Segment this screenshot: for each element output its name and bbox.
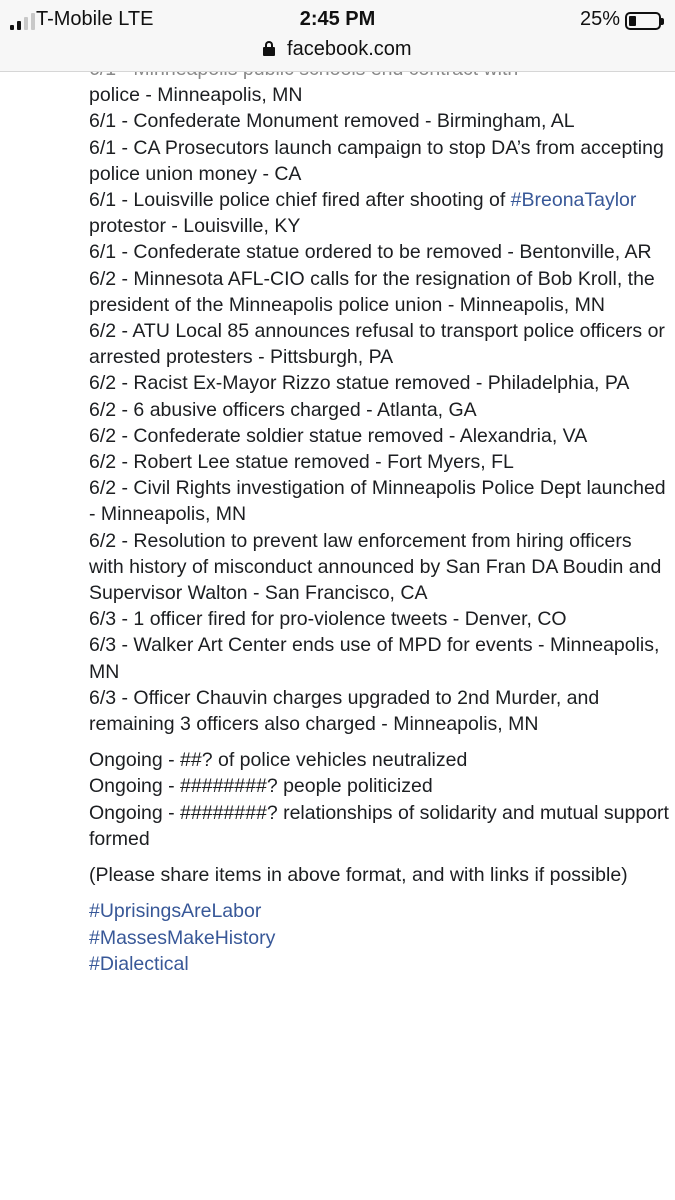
post-item: 6/2 - Resolution to prevent law enforcement from hiring officers with history of misconduct announced by San Fran DA Boudin and Supervisor Walton - San Francisco, CA <box>89 529 662 605</box>
lock-icon <box>263 41 275 56</box>
ongoing-item: Ongoing - ########? people politicized <box>89 775 433 798</box>
post-body <box>89 56 669 977</box>
share-note: (Please share items in above format, and with links if possible) <box>89 864 628 887</box>
post-item: 6/2 - 6 abusive officers charged - Atlanta, GA <box>89 398 477 421</box>
post-item-text: protestor - Louisville, KY <box>89 215 301 238</box>
post-item-text: 6/1 - Louisville police chief fired after shooting of <box>89 189 506 212</box>
battery-icon <box>625 12 661 30</box>
post-item: 6/3 - 1 officer fired for pro-violence tweets - Denver, CO <box>89 608 567 631</box>
post-item: 6/2 - Robert Lee statue removed - Fort Myers, FL <box>89 451 514 474</box>
post-item: 6/1 - Confederate Monument removed - Birmingham, AL <box>89 110 575 133</box>
post-item: 6/2 - Civil Rights investigation of Minneapolis Police Dept launched - Minneapolis, MN <box>89 477 666 526</box>
status-time: 2:45 PM <box>299 8 376 30</box>
post-item: 6/3 - Walker Art Center ends use of MPD for events - Minneapolis, MN <box>89 634 660 683</box>
status-bar <box>0 0 675 72</box>
post-item: 6/2 - Minnesota AFL-CIO calls for the resignation of Bob Kroll, the president of the Minneapolis police union - Minneapolis, MN <box>89 267 655 316</box>
ongoing-item: Ongoing - ##? of police vehicles neutralized <box>89 749 468 772</box>
post-item: 6/2 - Confederate soldier statue removed - Alexandria, VA <box>89 424 588 447</box>
post-item <box>89 187 669 239</box>
battery-percentage: 25% <box>579 8 620 30</box>
post-line-tail: police - Minneapolis, MN <box>89 84 303 107</box>
carrier-label: T-Mobile LTE <box>36 8 154 30</box>
post-item: 6/1 - CA Prosecutors launch campaign to stop DA’s from accepting police union money - CA <box>89 136 664 185</box>
battery-fill <box>629 16 636 26</box>
post-item: 6/3 - Officer Chauvin charges upgraded to 2nd Murder, and remaining 3 officers also charged - Minneapolis, MN <box>89 686 600 736</box>
hashtag-link-breonataylor[interactable]: #BreonaTaylor <box>510 189 637 212</box>
hashtag-link-dialectical[interactable]: #Dialectical <box>89 952 189 975</box>
post-item: 6/2 - ATU Local 85 announces refusal to transport police officers or arrested protesters - Pittsburgh, PA <box>89 320 665 369</box>
ongoing-item: Ongoing - ########? relationships of solidarity and mutual support formed <box>89 801 669 850</box>
post-item: 6/2 - Racist Ex-Mayor Rizzo statue removed - Philadelphia, PA <box>89 372 630 395</box>
address-bar[interactable] <box>0 38 675 61</box>
hashtag-link-uprisingsarelabor[interactable]: #UprisingsAreLabor <box>89 900 262 923</box>
url-text[interactable]: facebook.com <box>287 38 412 60</box>
post-item: 6/1 - Confederate statue ordered to be removed - Bentonville, AR <box>89 241 652 264</box>
hashtag-link-massesmakehistory[interactable]: #MassesMakeHistory <box>89 926 276 949</box>
